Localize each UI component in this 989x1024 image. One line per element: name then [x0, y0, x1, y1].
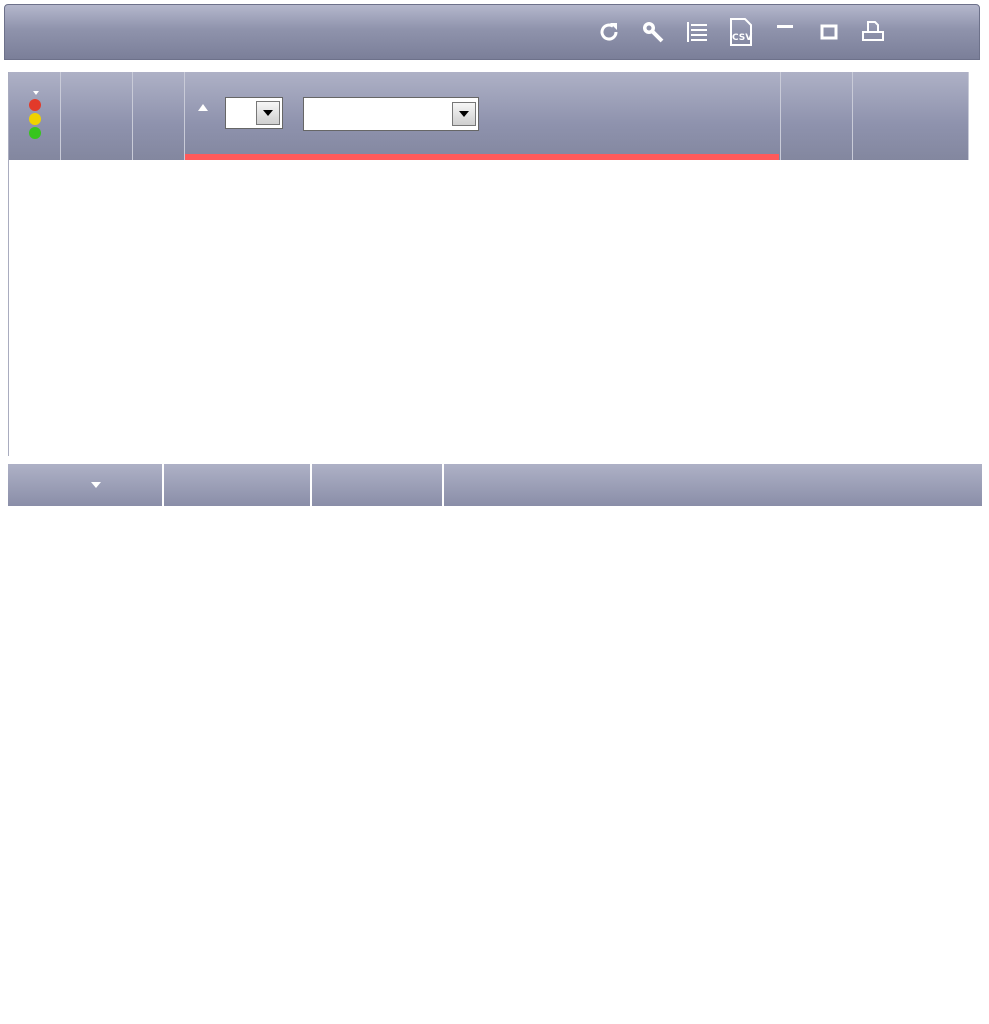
chevron-down-icon[interactable]: [452, 102, 476, 126]
view-select[interactable]: [303, 97, 479, 131]
percent-column-header[interactable]: [853, 72, 969, 160]
sort-asc-icon[interactable]: [198, 104, 208, 111]
csv-icon[interactable]: [727, 18, 755, 46]
refresh-icon[interactable]: [595, 18, 623, 46]
close-icon[interactable]: [947, 18, 975, 46]
help-icon[interactable]: [903, 18, 931, 46]
comment-column-header[interactable]: [444, 464, 982, 506]
date-column-header[interactable]: [8, 464, 164, 506]
author-column-header[interactable]: [164, 464, 312, 506]
minimize-icon[interactable]: [771, 18, 799, 46]
title-bar[interactable]: [4, 4, 980, 60]
indicators-grid: [8, 72, 969, 456]
traffic-light-icon: [28, 91, 42, 141]
search-icon[interactable]: [639, 18, 667, 46]
sort-indicator: [185, 154, 779, 160]
weight-column-header[interactable]: [781, 72, 853, 160]
print-icon[interactable]: [859, 18, 887, 46]
list-icon[interactable]: [683, 18, 711, 46]
sort-desc-icon[interactable]: [91, 482, 101, 488]
status-column-header[interactable]: [9, 72, 61, 160]
type-column-header[interactable]: [61, 72, 133, 160]
chevron-down-icon[interactable]: [256, 101, 280, 125]
arrow-column-header[interactable]: [133, 72, 185, 160]
maximize-icon[interactable]: [815, 18, 843, 46]
value-column-header[interactable]: [312, 464, 444, 506]
name-column-header[interactable]: [185, 72, 781, 160]
svg-text:CSV: CSV: [732, 33, 753, 43]
level-select[interactable]: [225, 97, 283, 129]
